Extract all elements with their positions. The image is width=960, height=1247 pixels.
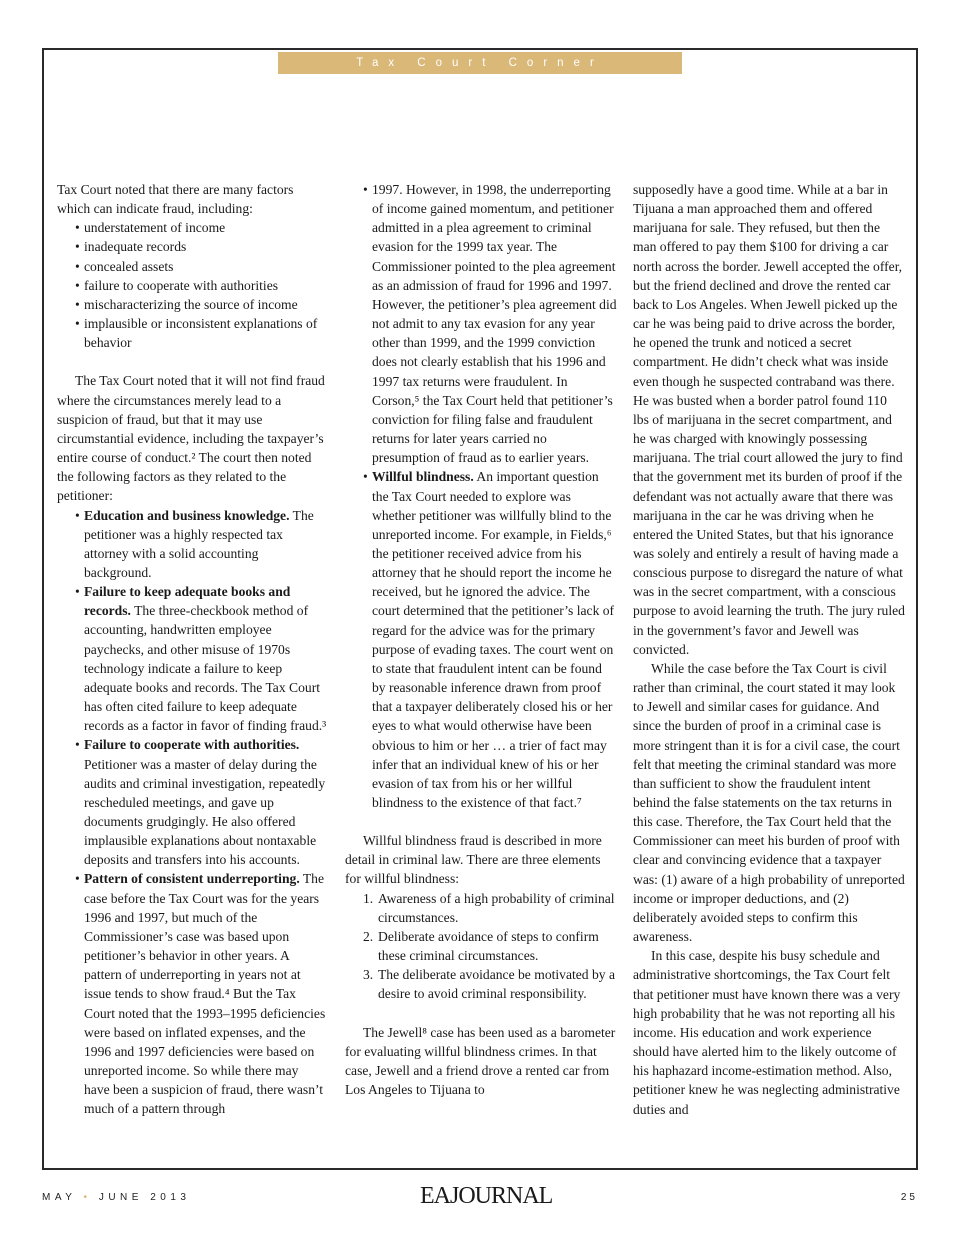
list-item (57, 869, 327, 1118)
body-paragraph: supposedly have a good time. While at a bar in Tijuana a man approached them and offered marijuana for sale. They refused, but then the man offered to pay them $100 for driving a car north across the border. Jewell accepted the offer, but the friend declined and drove the rented car back to Los Angeles. When Jewell picked up the car he was being paid to drive across the border, he opened the trunk and noticed a secret compartment. He didn’t check what was inside even though he suspected contraband was there. He was busted when a border patrol found 110 lbs of marijuana in the secret compartment, and he was charged with knowingly possessing marijuana. The trial court allowed the jury to find that the government met its burden of proof if the defendant was not actually aware that there was marijuana in the car he was driving when he entered the United States, but that his ignorance was solely and entirely a result of having made a conscious purpose to disregard the nature of what was in the secret compartment, with a conscious purpose to avoid learning the truth. The jury ruled in the government’s favor and Jewell was convicted. (633, 182, 905, 657)
item-text: The case before the Tax Court was for the years 1996 and 1997, but much of the Commissioner’s case was based upon petitioner’s behavior in other years. A pattern of underreporting in years not at issue tends to show fraud.⁴ But the Tax Court noted that the 1993–1995 deficiencies were based on inflated expenses, and the 1996 and 1997 deficiencies were based on unreported income. So while there may have been a suspicion of fraud, there wasn’t much of a pattern through (84, 871, 326, 1117)
issue-separator: • (83, 1192, 92, 1203)
item-text: The petitioner was a highly respected tax attorney with a solid accounting background. (84, 507, 314, 580)
elements-list (345, 889, 617, 1004)
list-item-continued (345, 180, 617, 467)
issue-month: MAY (42, 1192, 77, 1203)
item-number: 3. (363, 967, 374, 983)
item-heading: Failure to keep adequate books and records. (84, 584, 291, 619)
list-item (345, 927, 617, 965)
list-item: • failure to cooperate with authorities (57, 276, 327, 295)
item-number: 2. (363, 928, 374, 944)
item-number: 1. (363, 890, 374, 906)
body-paragraph: The Tax Court noted that it will not find fraud where the circumstances merely lead to a suspicion of fraud, but that it may use circumstantial evidence, including the taxpayer’s entire course of conduct.² The court then noted the following factors as they related to the petitioner: (57, 373, 325, 504)
list-item: • mischaracterizing the source of income (57, 295, 327, 314)
list-item (345, 467, 617, 812)
item-heading: Education and business knowledge. (84, 507, 290, 523)
item-text: Petitioner was a master of delay during the audits and criminal investigation, repeatedly rescheduled meetings, and gave up documents grudgingly. He also offered implausible explanations about nontaxable deposits and transfers into his accounts. (84, 756, 326, 868)
item-text: The three-checkbook method of accounting, handwritten employee paychecks, and other misuse of 1970s technology indicate a failure to keep adequate books and records. The Tax Court has often cited failure to keep adequate records as a factor in favor of finding fraud.³ (84, 603, 327, 734)
item-heading: Failure to cooperate with authorities. (84, 737, 300, 753)
column-1 (57, 180, 327, 1119)
list-item: • implausible or inconsistent explanations of behavior (57, 314, 327, 352)
item-heading: Willful blindness. (372, 469, 474, 485)
continued-list (345, 180, 617, 812)
body-paragraph: In this case, despite his busy schedule and administrative shortcomings, the Tax Court felt that petitioner must have known there was a very high probability that he was not reporting all his income. His education and work experience should have alerted him to the likely outcome of his haphazard income-estimation method. Also, petitioner knew he was neglecting administrative duties and (633, 948, 901, 1117)
list-item (57, 582, 327, 735)
column-3 (633, 180, 905, 1119)
issue-date (42, 1192, 190, 1203)
body-paragraph: Willful blindness fraud is described in more detail in criminal law. There are three elements for willful blindness: (345, 833, 602, 887)
list-item (57, 735, 327, 869)
body-paragraph: While the case before the Tax Court is civil rather than criminal, the court stated it may look to Jewell and similar cases for guidance. And since the burden of proof in a criminal case is more stringent than it is for a civil case, the court felt that meeting the criminal standard was more than sufficient to show the fraudulent intent behind the false statements on the tax returns in this case. Therefore, the Tax Court held that the Commissioner can meet his burden of proof with clear and convincing evidence that a taxpayer was: (1) aware of a high probability of unreported income or improper deductions, and (2) deliberately avoided steps to confirm this awareness. (633, 660, 905, 945)
list-item (345, 965, 617, 1003)
list-item (345, 889, 617, 927)
intro-paragraph: Tax Court noted that there are many factors which can indicate fraud, including: (57, 182, 294, 217)
list-item: • concealed assets (57, 257, 327, 276)
list-item: • understatement of income (57, 218, 327, 237)
ea-journal-logo: EAJOURNAL (420, 1183, 553, 1209)
item-text: Deliberate avoidance of steps to confirm these criminal circumstances. (378, 928, 599, 964)
item-text: An important question the Tax Court needed to explore was whether petitioner was willfully blind to the unreported income. For example, in Fields,⁶ the petitioner received advice from his attorney that he should report the income he received, but he ignored the advice. The court determined that the petitioner’s lack of regard for the advice was for the primary purpose of evading taxes. The court went on to state that fraudulent intent can be found by reasonable inference drawn from proof that a taxpayer deliberately closed his or her eyes to what would otherwise have been obvious to him or her … a trier of fact may infer that an individual knew of his or her evasion of tax from his or her willful blindness to the existence of that fact.⁷ (372, 469, 615, 810)
column-2 (345, 180, 617, 1099)
issue-month-year: JUNE 2013 (98, 1192, 191, 1203)
fraud-factors-list (57, 218, 327, 352)
section-banner: Tax Court Corner (278, 52, 682, 74)
petitioner-factors-list (57, 506, 327, 1119)
item-text: The deliberate avoidance be motivated by a desire to avoid criminal responsibility. (378, 967, 616, 1002)
item-heading: Pattern of consistent underreporting. (84, 871, 300, 887)
item-text: 1997. However, in 1998, the underreporting of income gained momentum, and petitioner admitted in a plea agreement to criminal evasion for the 1999 tax year. The Commissioner pointed to the plea agreement as an admission of fraud for 1996 and 1997. However, the petitioner’s plea agreement did not admit to any tax evasion for any year other than 1999, and the 1999 conviction does not clearly establish that his 1996 and 1997 tax returns were fraudulent. In Corson,⁵ the Tax Court held that petitioner’s conviction for filing false and fraudulent returns for later years carried no presumption of fraud as to earlier years. (372, 182, 617, 466)
body-paragraph: The Jewell⁸ case has been used as a barometer for evaluating willful blindness crimes. In that case, Jewell and a friend drove a rented car from Los Angeles to Tijuana to (345, 1024, 616, 1098)
list-item (57, 506, 327, 583)
page-number: 25 (900, 1192, 918, 1203)
item-text: Awareness of a high probability of criminal circumstances. (378, 890, 615, 925)
list-item: • inadequate records (57, 237, 327, 256)
